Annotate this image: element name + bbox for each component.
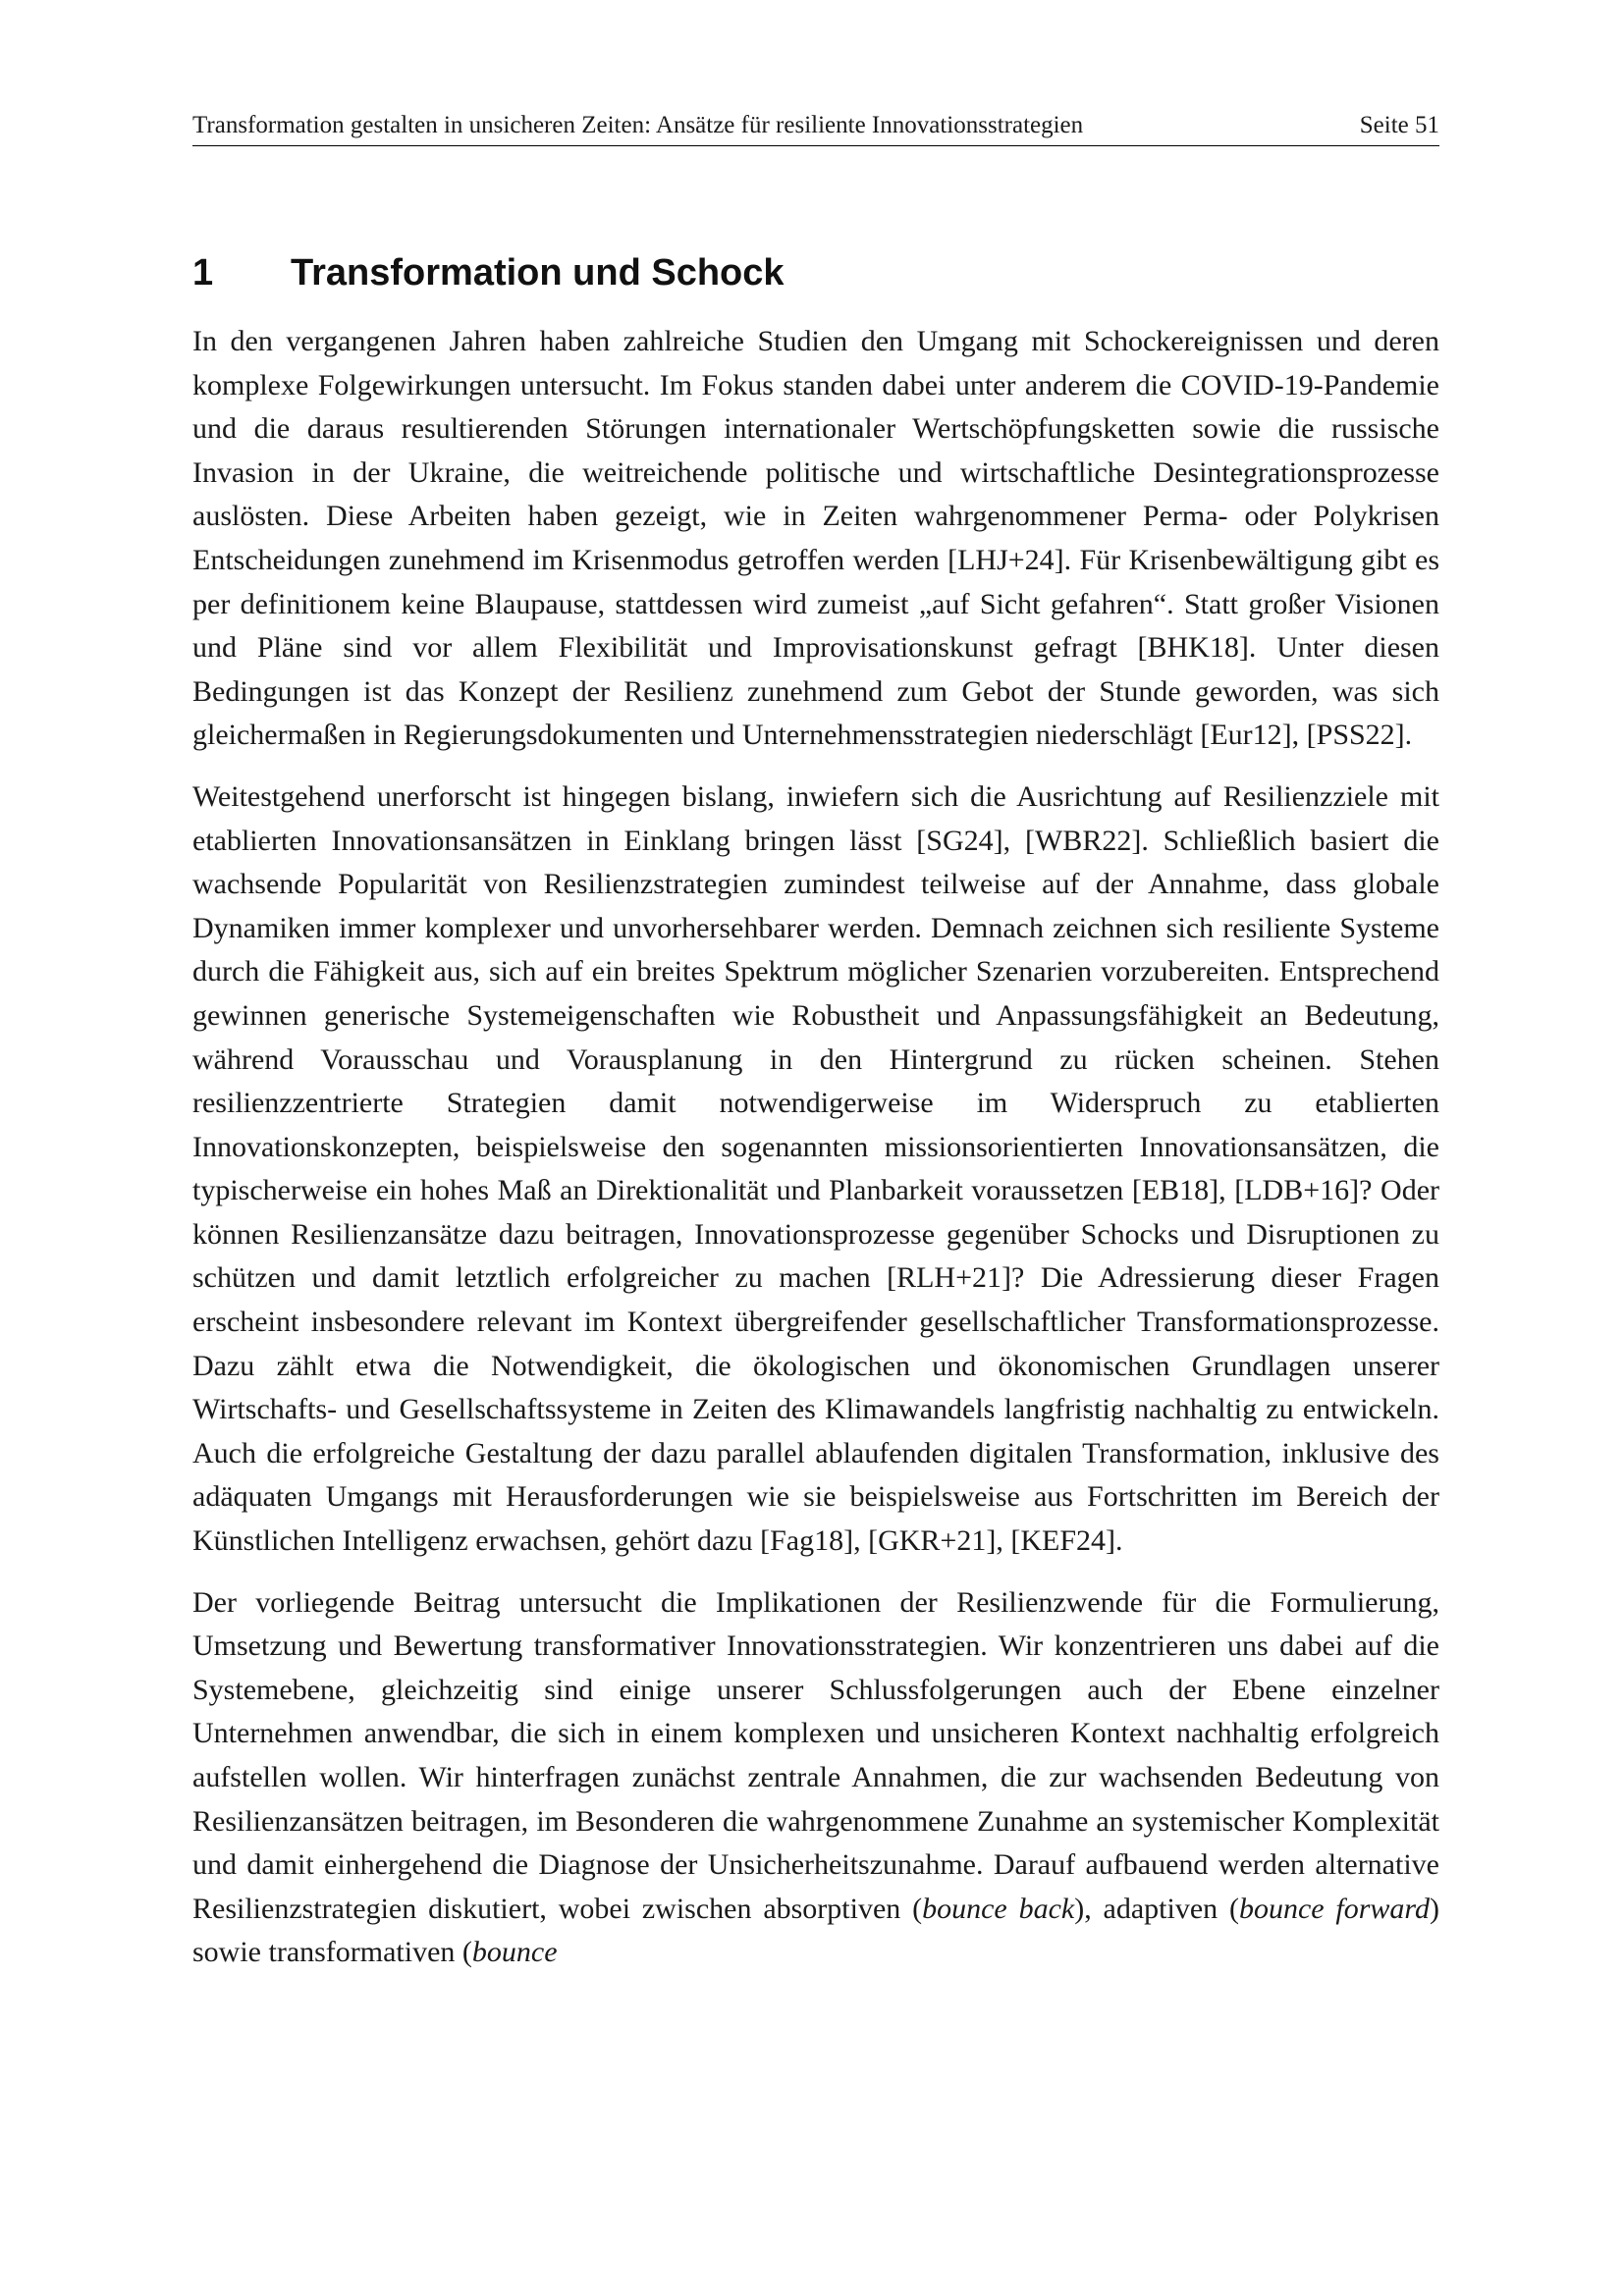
running-header (192, 110, 1439, 146)
paragraph-1: In den vergangenen Jahren haben zahlreiche Studien den Umgang mit Schockereignissen und deren komplexe Folgewirkungen untersucht. Im Fokus standen dabei unter anderem die COVID-19-Pandemie und die daraus resultierenden Störungen internationaler Wertschöpfungsketten sowie die russische Invasion in der Ukraine, die weitreichende politische und wirtschaftliche Desintegrationsprozesse auslösten. Diese Arbeiten haben gezeigt, wie in Zeiten wahrgenommener Perma- oder Polykrisen Entscheidungen zunehmend im Krisenmodus getroffen werden [LHJ+24]. Für Krisenbewältigung gibt es per definitionem keine Blaupause, stattdessen wird zumeist „auf Sicht gefahren“. Statt großer Visionen und Pläne sind vor allem Flexibilität und Improvisationskunst gefragt [BHK18]. Unter diesen Bedingungen ist das Konzept der Resilienz zunehmend zum Gebot der Stunde geworden, was sich gleichermaßen in Regierungsdokumenten und Unternehmensstrategien niederschlägt [Eur12], [PSS22]. (192, 325, 1439, 752)
paragraph-2: Weitestgehend unerforscht ist hingegen bislang, inwiefern sich die Ausrichtung auf Resilienzziele mit etablierten Innovationsansätzen in Einklang bringen lässt [SG24], [WBR22]. Schließlich basiert die wachsende Popularität von Resilienzstrategien zumindest teilweise auf der Annahme, dass globale Dynamiken immer komplexer und unvorhersehbarer werden. Demnach zeichnen sich resiliente Systeme durch die Fähigkeit aus, sich auf ein breites Spektrum möglicher Szenarien vorzubereiten. Entsprechend gewinnen generische Systemeigenschaften wie Robustheit und Anpassungsfähigkeit an Bedeutung, während Vorausschau und Vorausplanung in den Hintergrund zu rücken scheinen. Stehen resilienzzentrierte Strategien damit notwendigerweise im Widerspruch zu etablierten Innovationskonzepten, beispielsweise den sogenannten missionsorientierten Innovationsansätzen, die typischerweise ein hohes Maß an Direktionalität und Planbarkeit voraussetzen [EB18], [LDB+16]? Oder können Resilienzansätze dazu beitragen, Innovationsprozesse gegenüber Schocks und Disruptionen zu schützen und damit letztlich erfolgreicher zu machen [RLH+21]? Die Adressierung dieser Fragen erscheint insbesondere relevant im Kontext übergreifender gesellschaftlicher Transformationsprozesse. Dazu zählt etwa die Notwendigkeit, die ökologischen und ökonomischen Grundlagen unserer Wirtschafts- und Gesellschaftssysteme in Zeiten des Klimawandels langfristig nachhaltig zu entwickeln. Auch die erfolgreiche Gestaltung der dazu parallel ablaufenden digitalen Transformation, inklusive des adäquaten Umgangs mit Herausforderungen wie sie beispielsweise aus Fortschritten im Bereich der Künstlichen Intelligenz erwachsen, gehört dazu [Fag18], [GKR+21], [KEF24]. (192, 779, 1439, 1558)
paragraph-3 (192, 1581, 1439, 1975)
section-heading (192, 249, 1439, 296)
section-title: Transformation und Schock (291, 252, 785, 294)
page-number: Seite 51 (1359, 112, 1439, 138)
paragraph-3-text-c: ) sowie transformativen ( (192, 1892, 1439, 1969)
term-bounce: bounce (471, 1936, 558, 1969)
body-text (192, 320, 1439, 1993)
running-header-title: Transformation gestalten in unsicheren Zeiten: Ansätze für resiliente Innovationsstrategien (192, 112, 1084, 138)
term-bounce-back: bounce back (922, 1892, 1075, 1925)
paragraph-3-text-a: Der vorliegende Beitrag untersucht die Implikationen der Resilienzwende für die Formulierung, Umsetzung und Bewertung transformativer Innovationsstrategien. Wir konzentrieren uns dabei auf die Systemebene, gleichzeitig sind einige unserer Schlussfolgerungen auch der Ebene einzelner Unternehmen anwendbar, die sich in einem komplexen und unsicheren Kontext nachhaltig erfolgreich aufstellen wollen. Wir hinterfragen zunächst zentrale Annahmen, die zur wachsenden Bedeutung von Resilienzansätzen beitragen, im Besonderen die wahrgenommene Zunahme an systemischer Komplexität und damit einhergehend die Diagnose der Unsicherheitszunahme. Darauf aufbauend werden alternative Resilienzstrategien diskutiert, wobei zwischen absorptiven ( (192, 1585, 1439, 1925)
paragraph-3-text-b: ), adaptiven ( (1074, 1892, 1239, 1925)
section-number: 1 (192, 252, 214, 294)
term-bounce-forward: bounce forward (1238, 1892, 1430, 1925)
